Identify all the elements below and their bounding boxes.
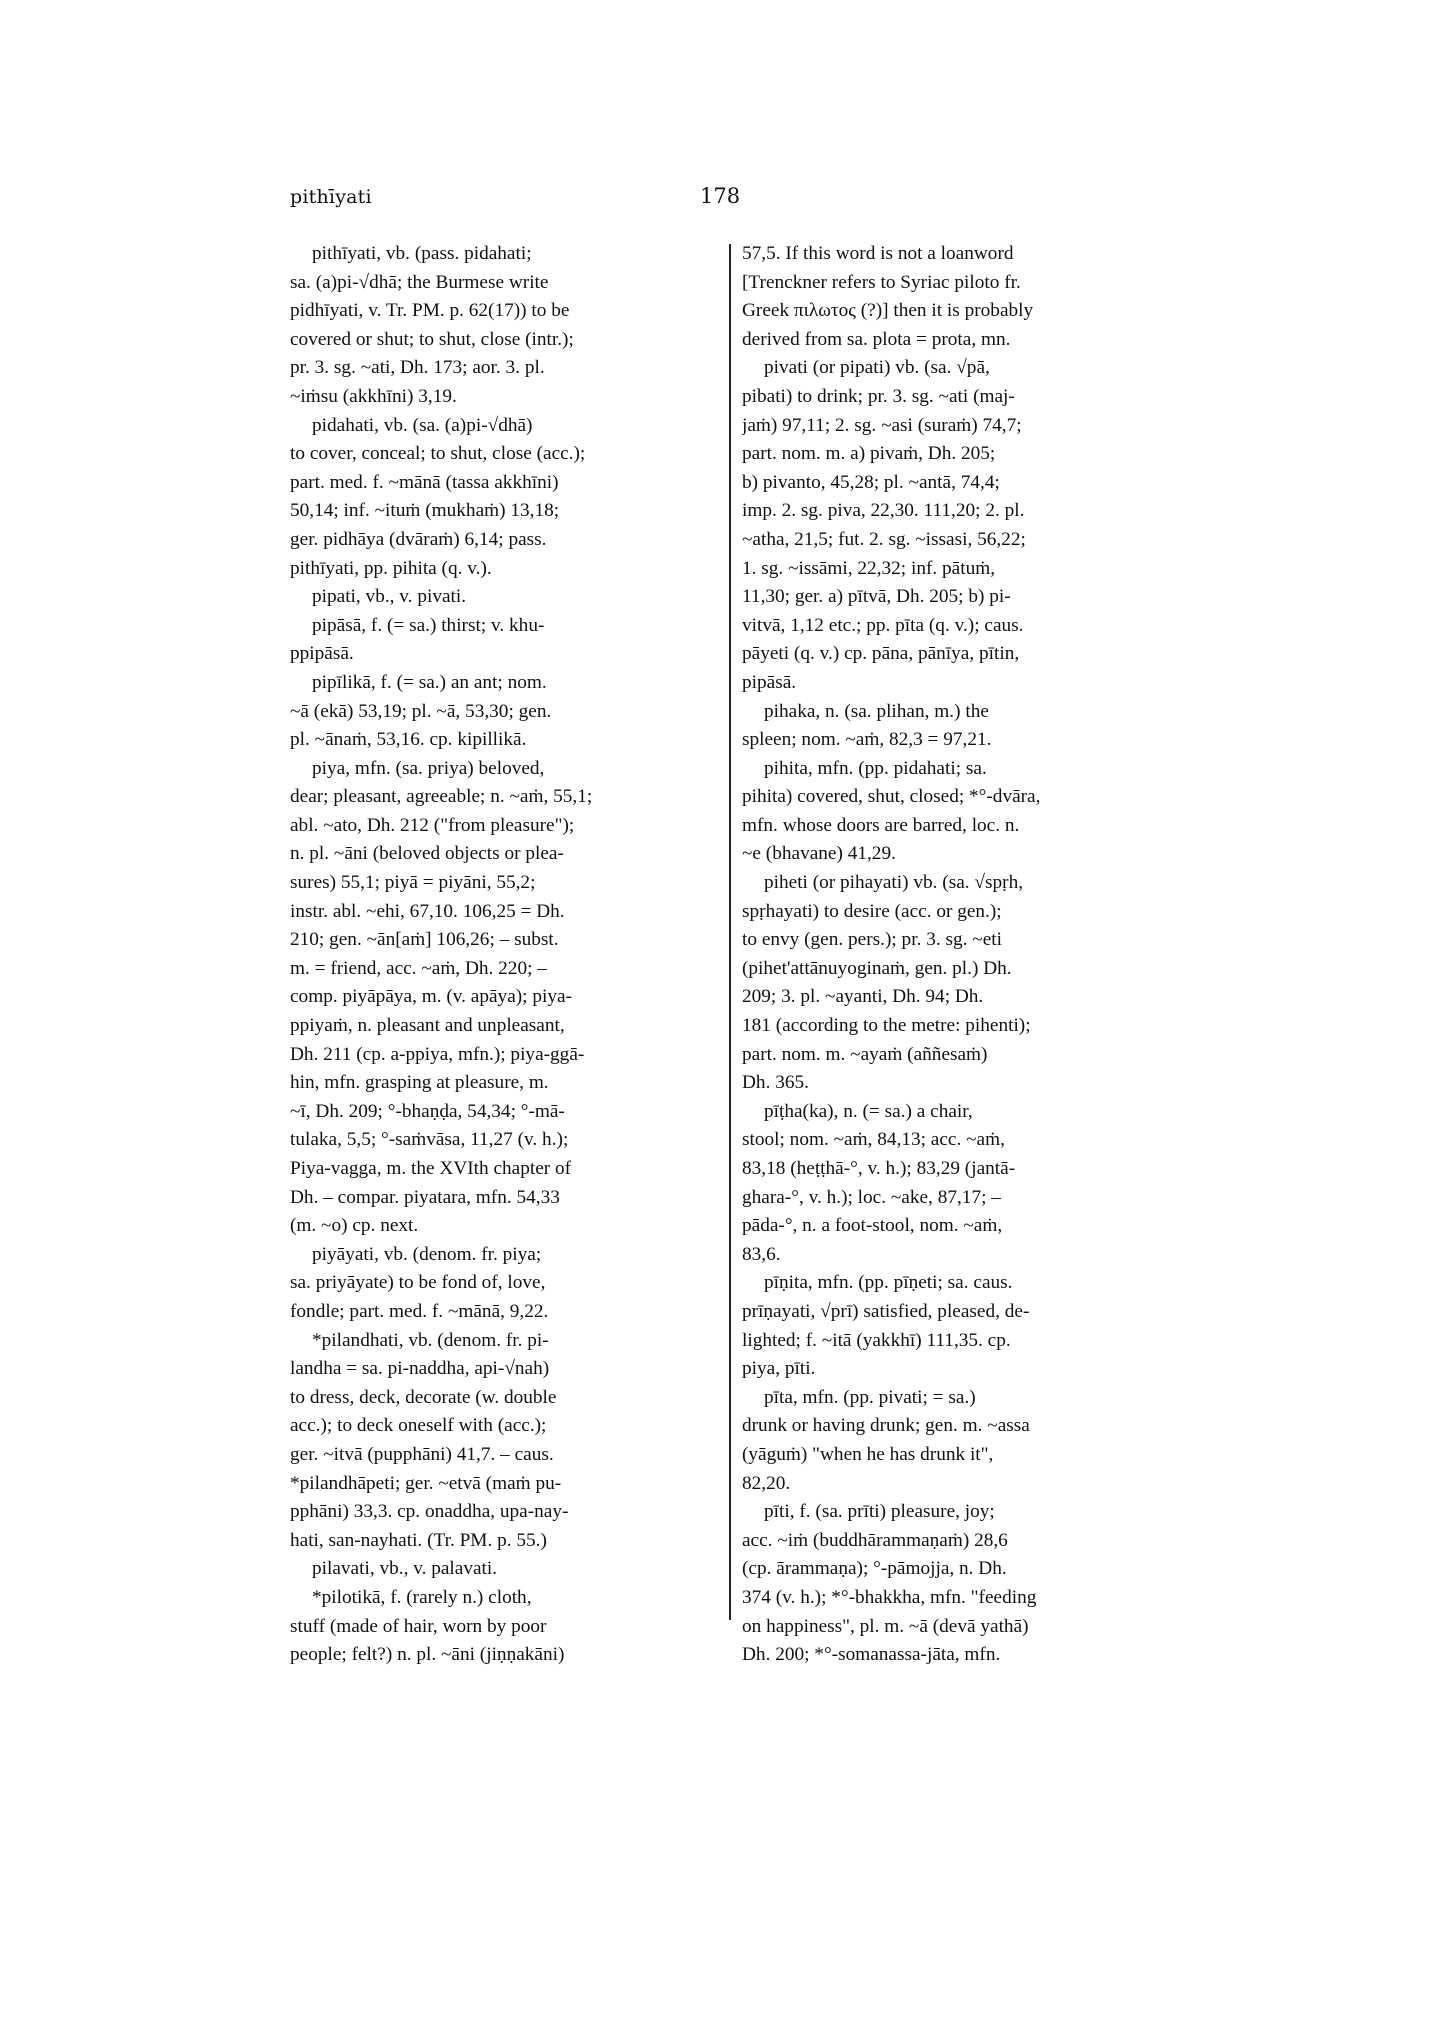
entry-line: (cp. ārammaṇa); °-pāmojja, n. Dh. <box>742 1558 1007 1580</box>
entry-line: to dress, deck, decorate (w. double <box>290 1386 557 1408</box>
entry-line: piya, mfn. (sa. priya) beloved, <box>312 757 545 779</box>
running-head: pithīyati <box>290 186 372 208</box>
entry-line: 210; gen. ~ān[aṁ] 106,26; – subst. <box>290 929 559 951</box>
entry-line: pipāsā, f. (= sa.) thirst; v. khu- <box>312 614 545 636</box>
entry-line: pipīlikā, f. (= sa.) an ant; nom. <box>312 671 547 693</box>
entry-line: *pilandhāpeti; ger. ~etvā (maṁ pu- <box>290 1472 562 1494</box>
entry-line: abl. ~ato, Dh. 212 ("from pleasure"); <box>290 814 575 836</box>
entry-line: ~ā (ekā) 53,19; pl. ~ā, 53,30; gen. <box>290 700 552 722</box>
entry-line: hin, mfn. grasping at pleasure, m. <box>290 1072 549 1094</box>
entry-line: 209; 3. pl. ~ayanti, Dh. 94; Dh. <box>742 986 984 1008</box>
entry-line: lighted; f. ~itā (yakkhī) 111,35. cp. <box>742 1329 1011 1351</box>
entry-line: [Trenckner refers to Syriac piloto fr. <box>742 271 1021 293</box>
entry-line: jaṁ) 97,11; 2. sg. ~asi (suraṁ) 74,7; <box>742 414 1022 436</box>
entry-line: pivati (or pipati) vb. (sa. √pā, <box>764 357 990 379</box>
entry-line: pāda-°, n. a foot-stool, nom. ~aṁ, <box>742 1215 1003 1237</box>
entry-line: 11,30; ger. a) pītvā, Dh. 205; b) pi- <box>742 586 1011 608</box>
entry-line: covered or shut; to shut, close (intr.); <box>290 328 574 350</box>
entry-line: pipāsā. <box>742 671 797 693</box>
left-column <box>290 240 722 1670</box>
entry-line: comp. piyāpāya, m. (v. apāya); piya- <box>290 986 572 1008</box>
entry-line: prīṇayati, √prī) satisfied, pleased, de- <box>742 1300 1030 1322</box>
entry-line: sures) 55,1; piyā = piyāni, 55,2; <box>290 872 536 894</box>
entry-line: part. nom. m. ~ayaṁ (aññesaṁ) <box>742 1043 988 1065</box>
entry-line: part. nom. m. a) pivaṁ, Dh. 205; <box>742 443 996 465</box>
entry-line: dear; pleasant, agreeable; n. ~aṁ, 55,1; <box>290 786 593 808</box>
entry-line: pihaka, n. (sa. plihan, m.) the <box>764 700 989 722</box>
entry-line: 1. sg. ~issāmi, 22,32; inf. pātuṁ, <box>742 557 996 579</box>
entry-line: 181 (according to the metre: pihenti); <box>742 1015 1031 1037</box>
entry-line: 50,14; inf. ~ituṁ (mukhaṁ) 13,18; <box>290 500 560 522</box>
entry-line: ger. ~itvā (pupphāni) 41,7. – caus. <box>290 1443 554 1465</box>
entry-line: part. med. f. ~mānā (tassa akkhīni) <box>290 471 559 493</box>
entry-line: ~iṁsu (akkhīni) 3,19. <box>290 385 457 407</box>
entry-line: 83,18 (heṭṭhā-°, v. h.); 83,29 (jantā- <box>742 1158 1016 1179</box>
entry-line: pibati) to drink; pr. 3. sg. ~ati (maj- <box>742 385 1015 407</box>
entry-line: (yāguṁ) "when he has drunk it", <box>742 1443 994 1465</box>
entry-line: ghara-°, v. h.); loc. ~ake, 87,17; – <box>742 1186 1001 1208</box>
entry-line: spṛhayati) to desire (acc. or gen.); <box>742 900 1002 922</box>
entry-line: derived from sa. plota = prota, mn. <box>742 328 1011 350</box>
entry-line: *pilotikā, f. (rarely n.) cloth, <box>312 1586 532 1608</box>
entry-line: Dh. 211 (cp. a-ppiya, mfn.); piya-ggā- <box>290 1043 585 1065</box>
entry-line: landha = sa. pi-naddha, api-√nah) <box>290 1358 550 1380</box>
entry-line: to envy (gen. pers.); pr. 3. sg. ~eti <box>742 929 1002 951</box>
entry-line: Dh. 200; *°-somanassa-jāta, mfn. <box>742 1644 1001 1666</box>
entry-line: 83,6. <box>742 1243 781 1265</box>
entry-line: pilavati, vb., v. palavati. <box>312 1558 498 1580</box>
entry-line: 374 (v. h.); *°-bhakkha, mfn. "feeding <box>742 1586 1037 1608</box>
entry-line: stuff (made of hair, worn by poor <box>290 1615 547 1637</box>
entry-line: pidhīyati, v. Tr. PM. p. 62(17)) to be <box>290 300 570 322</box>
entry-line: pīti, f. (sa. prīti) pleasure, joy; <box>764 1501 995 1523</box>
page-number: 178 <box>700 184 741 208</box>
entry-line: (m. ~o) cp. next. <box>290 1215 419 1237</box>
entry-line: Dh. 365. <box>742 1072 809 1094</box>
entry-line: *pilandhati, vb. (denom. fr. pi- <box>312 1329 549 1351</box>
entry-line: imp. 2. sg. piva, 22,30. 111,20; 2. pl. <box>742 500 1025 522</box>
entry-line: to cover, conceal; to shut, close (acc.); <box>290 443 586 465</box>
entry-line: piheti (or pihayati) vb. (sa. √spṛh, <box>764 872 1024 894</box>
entry-line: b) pivanto, 45,28; pl. ~antā, 74,4; <box>742 471 1000 493</box>
entry-line: pihita) covered, shut, closed; *°-dvāra, <box>742 786 1041 808</box>
entry-line: stool; nom. ~aṁ, 84,13; acc. ~aṁ, <box>742 1129 1005 1151</box>
entry-line: pithīyati, vb. (pass. pidahati; <box>312 243 532 264</box>
entry-line: ppipāsā. <box>290 643 354 665</box>
entry-line: piyāyati, vb. (denom. fr. piya; <box>312 1243 542 1265</box>
entry-line: pīṭha(ka), n. (= sa.) a chair, <box>764 1100 973 1122</box>
entry-line: sa. (a)pi-√dhā; the Burmese write <box>290 271 549 293</box>
entry-line: fondle; part. med. f. ~mānā, 9,22. <box>290 1300 549 1322</box>
entry-line: 57,5. If this word is not a loanword <box>742 243 1014 264</box>
entry-line: drunk or having drunk; gen. m. ~assa <box>742 1415 1030 1437</box>
entry-line: acc. ~iṁ (buddhārammaṇaṁ) 28,6 <box>742 1529 1008 1551</box>
entry-line: ~ī, Dh. 209; °-bhaṇḍa, 54,34; °-mā- <box>290 1100 565 1122</box>
right-column <box>742 240 1174 1670</box>
entry-line: hati, san-nayhati. (Tr. PM. p. 55.) <box>290 1529 547 1551</box>
entry-line: pihita, mfn. (pp. pidahati; sa. <box>764 757 987 779</box>
entry-line: acc.); to deck oneself with (acc.); <box>290 1415 547 1437</box>
entry-line: piya, pīti. <box>742 1358 816 1380</box>
entry-line: people; felt?) n. pl. ~āni (jiṇṇakāni) <box>290 1644 565 1666</box>
entry-line: tulaka, 5,5; °-saṁvāsa, 11,27 (v. h.); <box>290 1129 569 1151</box>
entry-line: 82,20. <box>742 1472 791 1494</box>
entry-line: on happiness", pl. m. ~ā (devā yathā) <box>742 1615 1029 1637</box>
entry-line: Dh. – compar. piyatara, mfn. 54,33 <box>290 1186 560 1208</box>
entry-line: pr. 3. sg. ~ati, Dh. 173; aor. 3. pl. <box>290 357 545 379</box>
entry-line: sa. priyāyate) to be fond of, love, <box>290 1272 546 1294</box>
entry-line: pphāni) 33,3. cp. onaddha, upa-nay- <box>290 1501 569 1523</box>
entry-line: spleen; nom. ~aṁ, 82,3 = 97,21. <box>742 729 992 751</box>
entry-line: m. = friend, acc. ~aṁ, Dh. 220; – <box>290 957 547 979</box>
entry-line: pipati, vb., v. pivati. <box>312 586 467 608</box>
entry-line: pl. ~ānaṁ, 53,16. cp. kipillikā. <box>290 729 527 751</box>
entry-line: vitvā, 1,12 etc.; pp. pīta (q. v.); caus. <box>742 614 1024 636</box>
entry-line: ~e (bhavane) 41,29. <box>742 843 896 865</box>
entry-line: Greek πιλωτος (?)] then it is probably <box>742 300 1034 322</box>
entry-line: pīṇita, mfn. (pp. pīṇeti; sa. caus. <box>764 1272 1013 1294</box>
entry-line: ppiyaṁ, n. pleasant and unpleasant, <box>290 1015 565 1037</box>
entry-line: pithīyati, pp. pihita (q. v.). <box>290 557 492 579</box>
entry-line: mfn. whose doors are barred, loc. n. <box>742 814 1020 836</box>
entry-line: ~atha, 21,5; fut. 2. sg. ~issasi, 56,22; <box>742 528 1026 550</box>
entry-line: instr. abl. ~ehi, 67,10. 106,25 = Dh. <box>290 900 565 922</box>
column-divider <box>729 244 731 1620</box>
entry-line: pāyeti (q. v.) cp. pāna, pānīya, pītin, <box>742 643 1020 665</box>
entry-line: n. pl. ~āni (beloved objects or plea- <box>290 843 564 865</box>
entry-line: ger. pidhāya (dvāraṁ) 6,14; pass. <box>290 528 547 550</box>
entry-line: pīta, mfn. (pp. pivati; = sa.) <box>764 1386 976 1408</box>
entry-line: pidahati, vb. (sa. (a)pi-√dhā) <box>312 414 533 436</box>
entry-line: Piya-vagga, m. the XVIth chapter of <box>290 1158 572 1179</box>
entry-line: (pihet'attānuyoginaṁ, gen. pl.) Dh. <box>742 957 1012 979</box>
